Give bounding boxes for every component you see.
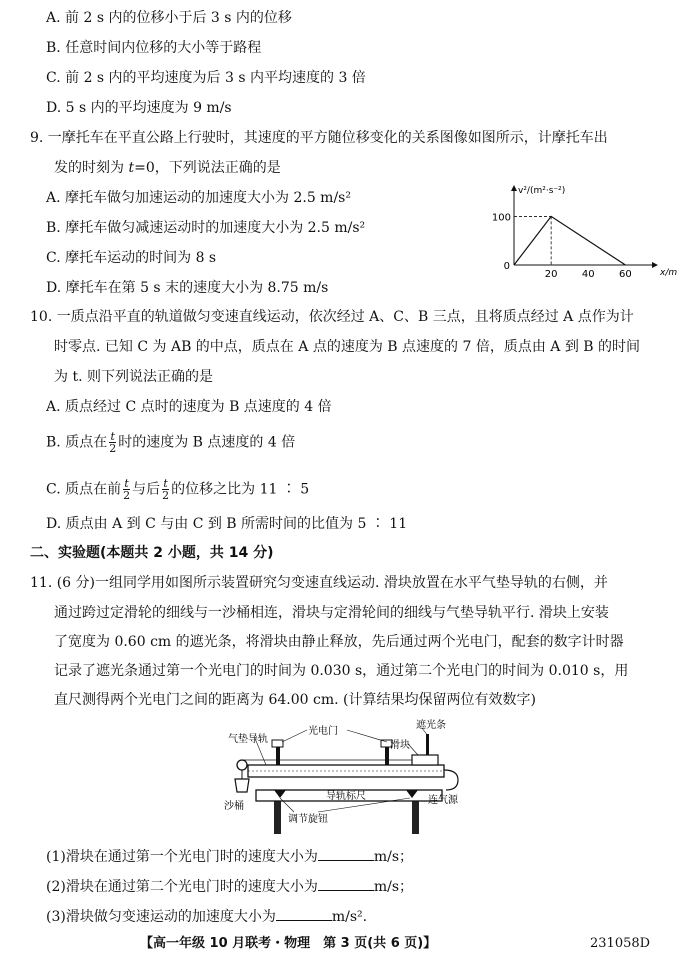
label-ruler: 导轨标尺 (326, 791, 366, 802)
label-air-source: 连气源 (428, 795, 458, 806)
q11-sub2: (2)滑块在通过第二个光电门时的速度大小为 m/s； (46, 876, 413, 897)
q11-line5: 直尺测得两个光电门之间的距离为 64.00 cm. (计算结果均保留两位有效数字) (54, 692, 536, 708)
q11-line3: 了宽度为 0.60 cm 的遮光条，将滑块由静止释放，先后通过两个光电门，配套的数字计时器 (54, 634, 624, 650)
section-title: 二、实验题(本题共 2 小题，共 14 分) (30, 545, 274, 561)
air-track-apparatus-figure (222, 718, 472, 836)
y-axis-arrow (511, 185, 517, 191)
origin-label: 0 (503, 261, 510, 272)
q9-option-d: D. 摩托车在第 5 s 末的速度大小为 8.75 m/s (46, 280, 329, 296)
q10-stem-line2: 时零点. 已知 C 为 AB 的中点，质点在 A 点的速度为 B 点速度的 7 倍，质点由 A 到 B 的时间 (54, 339, 641, 355)
fraction-t-over-2: $\frac{t}{2}$ (109, 430, 117, 455)
q10-stem-line1: 10. 一质点沿平直的轨道做匀变速直线运动，依次经过 A、C、B 三点，且将质点经过 A 点作为计 (30, 309, 634, 325)
q9-stem-line2: 发的时刻为 t=0，下列说法正确的是 (54, 160, 281, 176)
y-axis-label: v²/(m²·s⁻²) (518, 186, 566, 196)
q9-option-c: C. 摩托车运动的时间为 8 s (46, 250, 217, 266)
q8-option-a: A. 前 2 s 内的位移小于后 3 s 内的位移 (46, 10, 292, 26)
q9-option-b: B. 摩托车做匀减速运动时的加速度大小为 2.5 m/s² (46, 220, 366, 236)
q11-sub1: (1)滑块在通过第一个光电门时的速度大小为 m/s； (46, 846, 413, 867)
x-axis-arrow (652, 262, 658, 268)
x-tick-label: 60 (619, 269, 632, 280)
q11-sub3: (3)滑块做匀变速运动的加速度大小为 m/s². (46, 906, 367, 927)
x-tick-label: 40 (581, 269, 595, 280)
x-tick-label: 20 (544, 269, 558, 280)
fraction-t-over-2: $\frac{t}{2}$ (123, 477, 131, 502)
x-axis-label: x/m (660, 268, 677, 278)
q10-stem-line3: 为 t. 则下列说法正确的是 (54, 369, 213, 385)
q11-line2: 通过跨过定滑轮的细线与一沙桶相连，滑块与定滑轮间的细线与气垫导轨平行. 滑块上安装 (54, 605, 609, 621)
q8-option-d: D. 5 s 内的平均速度为 9 m/s (46, 100, 232, 116)
answer-blank-2[interactable] (318, 876, 374, 891)
label-air-track: 气垫导轨 (228, 734, 268, 745)
q11-line4: 记录了遮光条通过第一个光电门的时间为 0.030 s，通过第二个光电门的时间为 0.010 s，用 (54, 663, 629, 679)
q8-option-b: B. 任意时间内位移的大小等于路程 (46, 40, 262, 56)
y-tick-label: 100 (491, 212, 511, 224)
v2-x-chart (488, 183, 677, 283)
answer-blank-3[interactable] (276, 906, 332, 921)
q10-option-c: C. 质点在前 $\frac{t}{2}$ 与后 $\frac{t}{2}$ 的位移之比为 11 ∶ 5 (46, 477, 310, 502)
label-photogate: 光电门 (308, 726, 338, 737)
q10-option-d: D. 质点由 A 到 C 与由 C 到 B 所需时间的比值为 5 ∶ 11 (46, 516, 408, 532)
label-sand-bucket: 沙桶 (224, 801, 244, 812)
label-slider: 滑块 (390, 740, 410, 751)
fraction-t-over-2: $\frac{t}{2}$ (162, 477, 170, 502)
q11-line1: 11. (6 分)一组同学用如图所示装置研究匀变速直线运动. 滑块放置在水平气垫导轨的右侧，并 (30, 575, 608, 591)
q10-option-a: A. 质点经过 C 点时的速度为 B 点速度的 4 倍 (46, 399, 332, 415)
page-code: 231058D (590, 936, 651, 951)
q10-option-b: B. 质点在 $\frac{t}{2}$ 时的速度为 B 点速度的 4 倍 (46, 430, 296, 455)
label-shade-strip: 遮光条 (416, 720, 446, 731)
page-footer: 【高一年级 10 月联考・物理 第 3 页(共 6 页)】 (140, 936, 437, 951)
q9-option-a: A. 摩托车做匀加速运动的加速度大小为 2.5 m/s² (46, 190, 351, 206)
series-line (514, 216, 625, 265)
answer-blank-1[interactable] (318, 846, 374, 861)
label-adjust-knob: 调节旋钮 (288, 814, 328, 825)
q8-option-c: C. 前 2 s 内的平均速度为后 3 s 内平均速度的 3 倍 (46, 70, 366, 86)
q9-stem-line1: 9. 一摩托车在平直公路上行驶时，其速度的平方随位移变化的关系图像如图所示，计摩托车出 (30, 130, 608, 146)
